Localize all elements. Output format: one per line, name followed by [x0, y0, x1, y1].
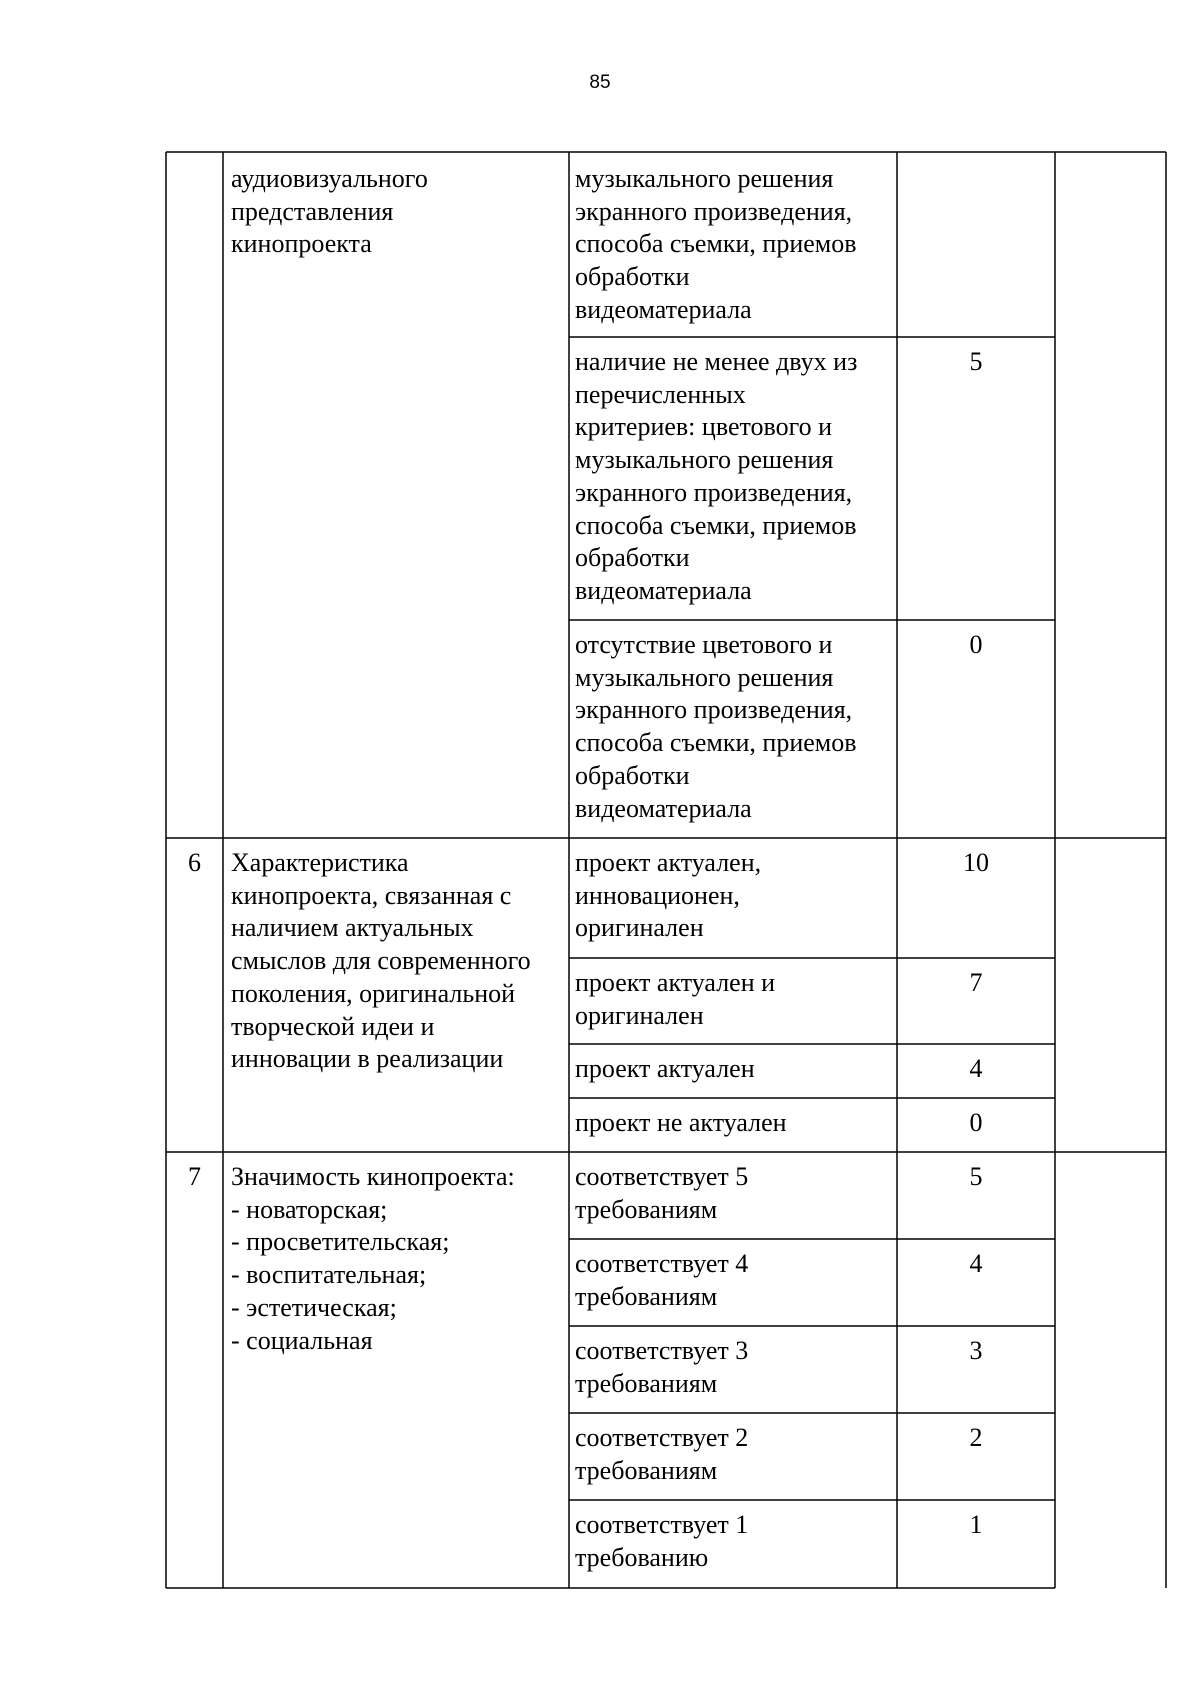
option-description: музыкального решения экранного произведения, способа съемки, приемов обработки видеоматериала [575, 164, 857, 324]
option-description: соответствует 1 требованию [575, 1510, 749, 1572]
option-score: 5 [969, 1162, 983, 1191]
row-number: 7 [188, 1162, 201, 1191]
option-description: проект актуален и оригинален [575, 968, 776, 1030]
option-description: соответствует 3 требованиям [575, 1336, 749, 1398]
option-score: 4 [969, 1054, 983, 1083]
option-description: проект актуален, инновационен, оригинален [575, 848, 762, 943]
criterion-text: Характеристика кинопроекта, связанная с наличием актуальных смыслов для современного поколения, оригинальной творческой идеи и инновации в реализации [231, 848, 531, 1074]
option-description: отсутствие цветового и музыкального решения экранного произведения, способа съемки, приемов обработки видеоматериала [575, 630, 857, 823]
option-score: 3 [969, 1336, 983, 1365]
option-description: соответствует 5 требованиям [575, 1162, 749, 1224]
option-score: 1 [969, 1510, 983, 1539]
row-number: 6 [188, 848, 201, 877]
option-description: проект актуален [575, 1054, 755, 1083]
option-score: 0 [969, 630, 983, 659]
option-score: 2 [969, 1423, 983, 1452]
option-description: соответствует 4 требованиям [575, 1249, 749, 1311]
option-score: 7 [969, 968, 983, 997]
option-score: 0 [969, 1108, 983, 1137]
option-description: наличие не менее двух из перечисленных критериев: цветового и музыкального решения экранного произведения, способа съемки, приемов обработки видеоматериала [575, 347, 858, 605]
option-score: 5 [969, 347, 983, 376]
criterion-text: аудиовизуального представления кинопроекта [231, 164, 428, 259]
criterion-text: Значимость кинопроекта: - новаторская; - просветительская; - воспитательная; - эстетическая; - социальная [231, 1162, 515, 1355]
option-description: соответствует 2 требованиям [575, 1423, 749, 1485]
option-score: 10 [963, 848, 989, 877]
page-number: 85 [589, 72, 611, 93]
option-description: проект не актуален [575, 1108, 787, 1137]
option-score: 4 [969, 1249, 983, 1278]
